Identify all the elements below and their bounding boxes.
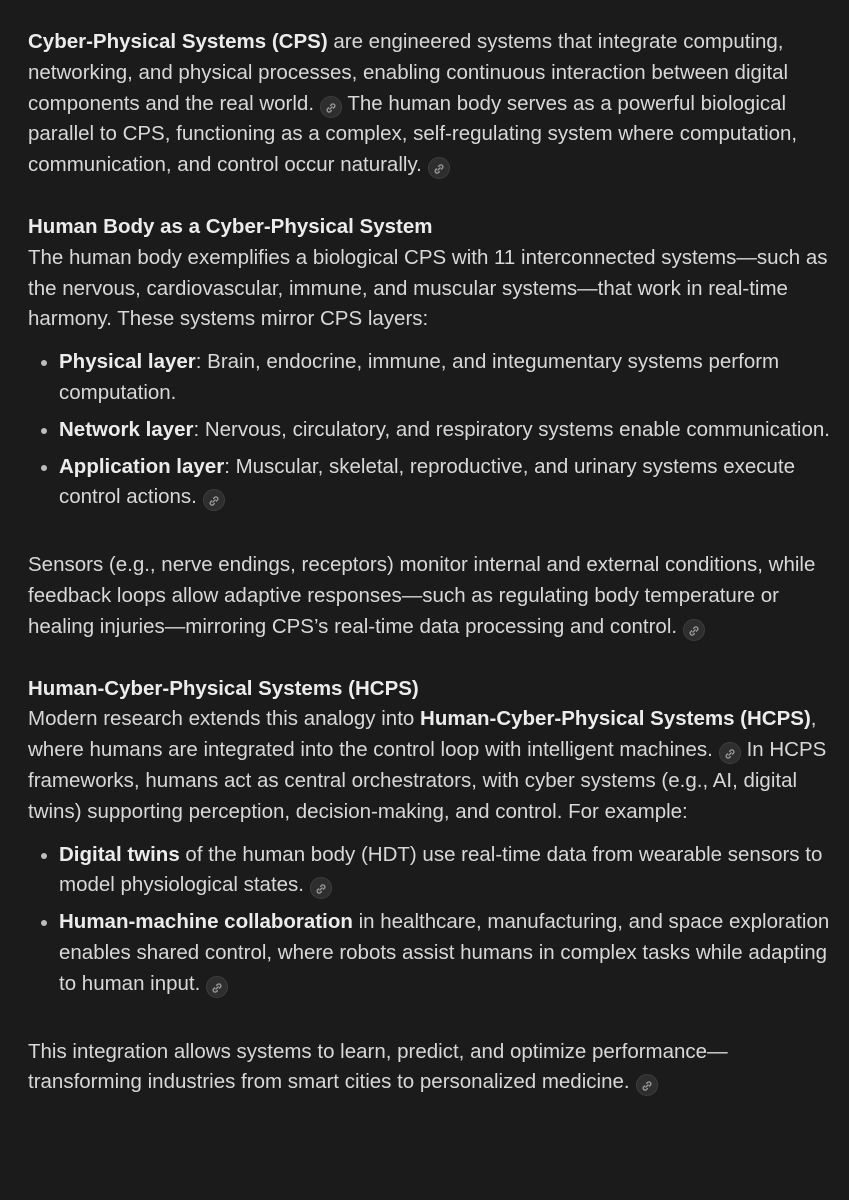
list-item xyxy=(28,415,833,446)
list-item xyxy=(28,347,833,409)
spacer xyxy=(28,1006,833,1037)
citation-link-icon[interactable] xyxy=(320,96,342,118)
sensors-paragraph xyxy=(28,550,833,642)
list-item xyxy=(28,452,833,514)
chat-response xyxy=(28,27,833,1098)
list-item-text: : Muscular, skeletal, reproductive, and urinary systems execute control actions. xyxy=(59,454,796,509)
citation-link-icon[interactable] xyxy=(310,877,332,899)
intro-paragraph xyxy=(28,27,833,181)
citation-link-icon[interactable] xyxy=(719,742,741,764)
hcps-paragraph xyxy=(28,704,833,827)
list-item-text: in healthcare, manufacturing, and space exploration enables shared control, where robots assist humans in complex tasks while adapting to human input. xyxy=(59,910,830,995)
section-heading: Human-Cyber-Physical Systems (HCPS) xyxy=(28,676,419,700)
hcps-examples-list xyxy=(28,840,833,1000)
citation-link-icon[interactable] xyxy=(636,1074,658,1096)
citation-link-icon[interactable] xyxy=(203,489,225,511)
sensors-text: Sensors (e.g., nerve endings, receptors) monitor internal and external conditions, while feedback loops allow adaptive responses—such as regulating body temperature or healing injuries—mirroring CPS’s real-time data processing and control. xyxy=(28,553,816,638)
list-item-term: Application layer xyxy=(59,454,225,478)
list-item xyxy=(28,840,833,902)
intro-text-2: The human body serves as a powerful biological parallel to CPS, functioning as a complex, self-regulating system where computation, communication, and control occur naturally. xyxy=(28,91,798,177)
list-item-term: Human-machine collaboration xyxy=(59,910,353,934)
hcps-text-post: , where humans are integrated into the control loop with intelligent machines. xyxy=(28,707,817,762)
conclusion-text: This integration allows systems to learn, predict, and optimize performance—transforming industries from smart cities to personalized medicine. xyxy=(28,1039,728,1094)
list-item-text: of the human body (HDT) use real-time data from wearable sensors to model physiological states. xyxy=(59,842,823,897)
spacer xyxy=(28,519,833,550)
citation-link-icon[interactable] xyxy=(206,976,228,998)
list-item-term: Network layer xyxy=(59,417,194,441)
citation-link-icon[interactable] xyxy=(428,157,450,179)
hcps-term: Human-Cyber-Physical Systems (HCPS) xyxy=(420,707,811,731)
list-item-term: Digital twins xyxy=(59,842,180,866)
intro-text: are engineered systems that integrate computing, networking, and physical processes, enabling continuous interaction between digital components and the real world. xyxy=(28,30,789,115)
hcps-text-2: In HCPS frameworks, humans act as central orchestrators, with cyber systems (e.g., AI, digital twins) supporting perception, decision-making, and control. For example: xyxy=(28,738,827,823)
list-item-text: : Nervous, circulatory, and respiratory systems enable communication. xyxy=(193,417,830,441)
cps-term: Cyber-Physical Systems (CPS) xyxy=(28,30,328,53)
section-heading: Human Body as a Cyber-Physical System xyxy=(28,214,433,238)
hcps-text-pre: Modern research extends this analogy into xyxy=(28,707,421,731)
list-item xyxy=(28,907,833,999)
list-item-term: Physical layer xyxy=(59,350,196,374)
cps-layers-list xyxy=(28,347,833,513)
list-item-text: : Brain, endocrine, immune, and integumentary systems perform computation. xyxy=(59,350,780,404)
conclusion-paragraph xyxy=(28,1037,833,1099)
section-paragraph: The human body exemplifies a biological CPS with 11 interconnected systems—such as the nervous, cardiovascular, immune, and muscular systems—that work in real-time harmony. These systems mirror CPS layers: xyxy=(28,245,828,331)
citation-link-icon[interactable] xyxy=(683,619,705,641)
